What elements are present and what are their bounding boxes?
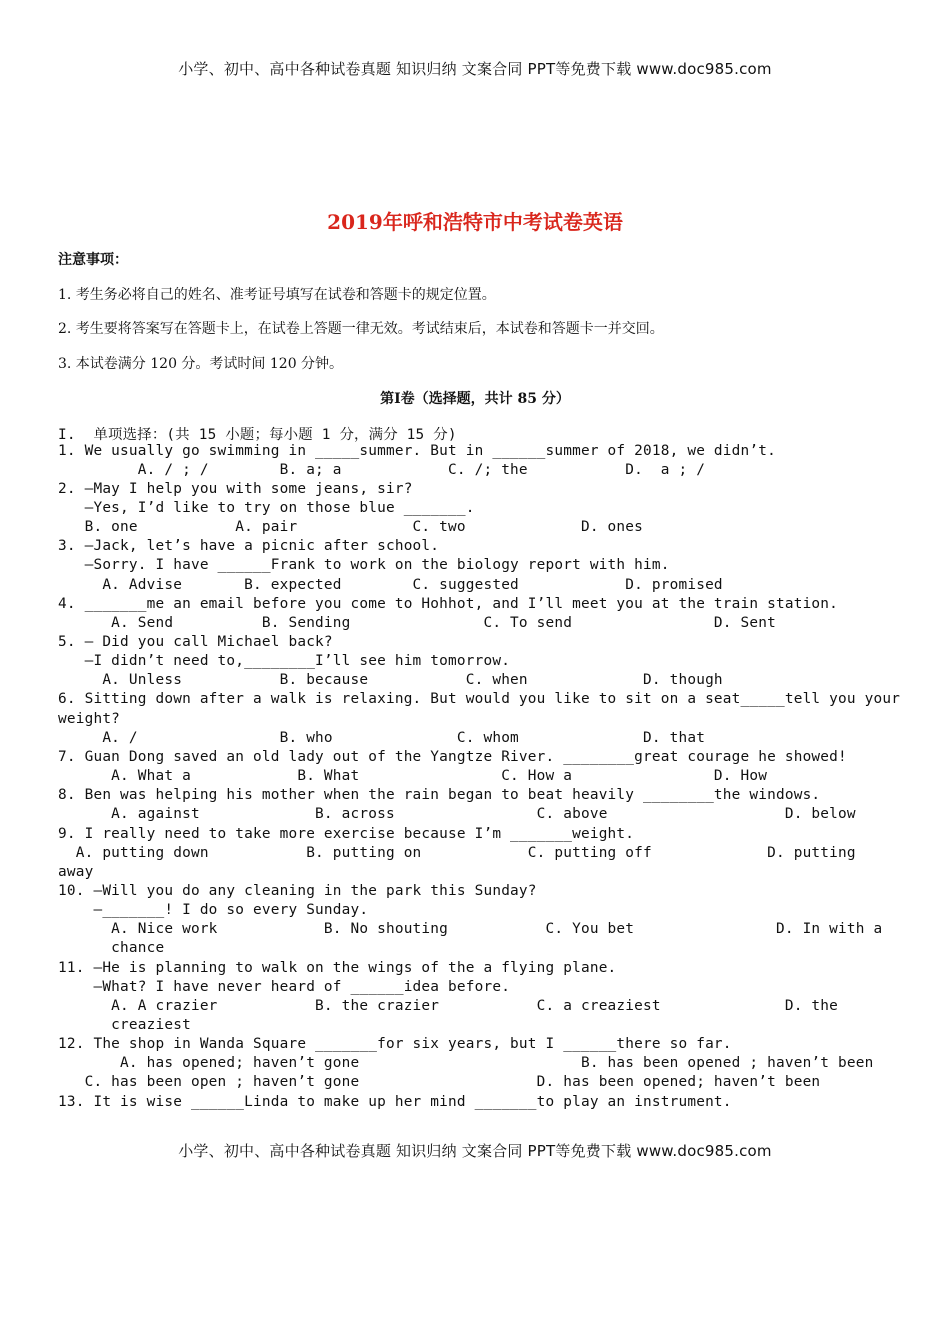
question-line: 2. —May I help you with some jeans, sir?	[58, 481, 413, 497]
option-line: A. Nice work B. No shouting C. You bet D. In with a	[58, 921, 883, 937]
question-line: 10. —Will you do any cleaning in the park this Sunday?	[58, 883, 537, 899]
question-line: 5. — Did you call Michael back?	[58, 634, 333, 650]
page-header-banner: 小学、初中、高中各种试卷真题 知识归纳 文案合同 PPT等免费下载 www.doc985.com	[178, 60, 772, 78]
question-line: —Yes, I’d like to try on those blue _______.	[58, 500, 475, 516]
option-line: A. / B. who C. whom D. that	[58, 730, 706, 746]
option-line: C. has been open ; haven’t gone D. has been opened; haven’t been	[58, 1074, 821, 1090]
question-line: 8. Ben was helping his mother when the rain began to beat heavily ________the windows.	[58, 787, 821, 803]
question-line: 11. —He is planning to walk on the wings of the a flying plane.	[58, 960, 617, 976]
question-line: 9. I really need to take more exercise because I’m _______weight.	[58, 826, 635, 842]
question-line: —_______! I do so every Sunday.	[58, 902, 369, 918]
notice-heading: 注意事项：	[58, 252, 128, 268]
option-line: B. one A. pair C. two D. ones	[58, 519, 644, 535]
option-line: A. Advise B. expected C. suggested D. promised	[58, 577, 723, 593]
page-footer-banner: 小学、初中、高中各种试卷真题 知识归纳 文案合同 PPT等免费下载 www.doc985.com	[178, 1142, 772, 1160]
question-line: —What? I have never heard of ______idea before.	[58, 979, 511, 995]
question-line: 6. Sitting down after a walk is relaxing. But would you like to sit on a seat_____tell you your	[58, 691, 901, 707]
option-line: A. putting down B. putting on C. putting off D. putting	[58, 845, 856, 861]
option-line: A. against B. across C. above D. below	[58, 806, 856, 822]
notice-item-2: 2. 考生要将答案写在答题卡上，在试卷上答题一律无效。考试结束后，本试卷和答题卡一并交回。	[58, 321, 664, 337]
exam-title: 2019年呼和浩特市中考试卷英语	[327, 210, 623, 234]
part-heading: I. 单项选择：(共 15 小题；每小题 1 分，满分 15 分)	[58, 427, 457, 443]
option-line: A. has opened; haven’t gone B. has been opened ; haven’t been	[58, 1055, 874, 1071]
option-line: creaziest	[58, 1017, 191, 1033]
question-line: 7. Guan Dong saved an old lady out of the Yangtze River. ________great courage he showed!	[58, 749, 847, 765]
option-line: chance	[58, 940, 165, 956]
option-line: away	[58, 864, 94, 880]
option-line: A. A crazier B. the crazier C. a creaziest D. the	[58, 998, 839, 1014]
question-line: —Sorry. I have ______Frank to work on the biology report with him.	[58, 557, 670, 573]
question-line: weight?	[58, 711, 121, 727]
question-line: 1. We usually go swimming in _____summer. But in ______summer of 2018, we didn’t.	[58, 443, 776, 459]
question-line: 4. _______me an email before you come to Hohhot, and I’ll meet you at the train station.	[58, 596, 839, 612]
notice-item-3: 3. 本试卷满分 120 分。考试时间 120 分钟。	[58, 356, 344, 372]
option-line: A. Unless B. because C. when D. though	[58, 672, 723, 688]
question-line: 3. —Jack, let’s have a picnic after school.	[58, 538, 440, 554]
option-line: A. Send B. Sending C. To send D. Sent	[58, 615, 776, 631]
notice-item-1: 1. 考生务必将自己的姓名、准考证号填写在试卷和答题卡的规定位置。	[58, 287, 496, 303]
question-line: 13. It is wise ______Linda to make up her mind _______to play an instrument.	[58, 1094, 732, 1110]
question-line: 12. The shop in Wanda Square _______for six years, but I ______there so far.	[58, 1036, 732, 1052]
option-line: A. / ; / B. a; a C. /; the D. a ; /	[58, 462, 706, 478]
option-line: A. What a B. What C. How a D. How	[58, 768, 768, 784]
section-title: 第Ⅰ卷（选择题，共计 85 分）	[380, 391, 570, 407]
question-line: —I didn’t need to,________I’ll see him tomorrow.	[58, 653, 511, 669]
